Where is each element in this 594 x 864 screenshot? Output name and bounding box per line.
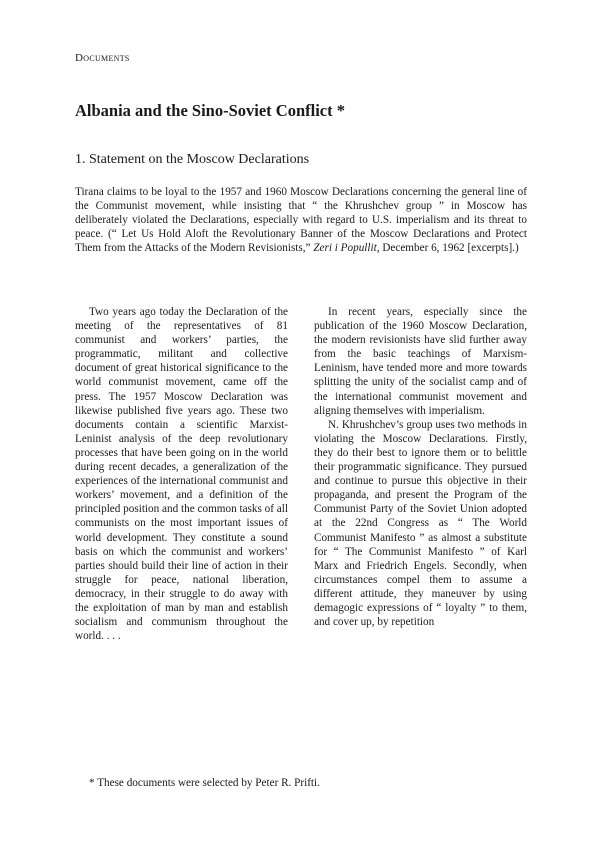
intro-text: Tirana claims to be loyal to the 1957 and 1960 Moscow Declarations concerning the general line of the Communist movement, while insisting that “ the Khrushchev group ” in Moscow has deliberately violated the Declarations, especially with regard to U.S. imperialism and its threat to peace. (“ Let Us Hold Aloft the Revolutionary Banner of the Moscow Declarations and Protect Them from the Attacks of the Modern Revisionists,”	[75, 186, 527, 255]
right-paragraph-1: In recent years, especially since the publication of the 1960 Moscow Declaration, the modern revisionists have slid further away from the basic teachings of Marxism-Leninism, have tended more and more towards splitting the unity of the socialist camp and of the international communist movement and aligning themselves with imperialism.	[314, 306, 527, 417]
left-column	[75, 305, 288, 643]
document-page	[75, 0, 527, 864]
intro-paragraph	[75, 185, 527, 255]
right-paragraph-2: N. Khrushchev’s group uses two methods in violating the Moscow Declarations. Firstly, they do their best to ignore them or to belittle their programmatic significance. They pursued and continue to pursue this objective in their propaganda, and present the Program of the Communist Party of the Soviet Union adopted at the 22nd Congress as “ The World Communist Manifesto ” as almost a substitute for “ The Communist Manifesto ” of Karl Marx and Friedrich Engels. Secondly, when circumstances compel them to assume a different attitude, they maneuver by using demagogic expressions of “ loyalty ” to them, and cover up, by repetition	[314, 418, 527, 629]
intro-source: Zeri i Popullit	[313, 242, 377, 255]
body-columns	[75, 305, 527, 725]
intro-after-source: , December 6, 1962 [excerpts].)	[376, 242, 519, 255]
running-head: Documents	[75, 52, 130, 64]
right-column	[314, 305, 527, 629]
footnote: * These documents were selected by Peter R. Prifti.	[89, 777, 320, 789]
section-heading: 1. Statement on the Moscow Declarations	[75, 152, 310, 167]
article-title: Albania and the Sino-Soviet Conflict *	[75, 101, 345, 120]
left-paragraph-1: Two years ago today the Declaration of the meeting of the representatives of 81 communist and workers’ parties, the programmatic, militant and collective document of great historical significance to the world communist movement, came off the press. The 1957 Moscow Declaration was likewise published five years ago. These two documents contain a scientific Marxist-Leninist analysis of the deep revolutionary processes that have been going on in the world during recent decades, a generalization of the experiences of the international communist and workers’ movement, and a definition of the principled position and the common tasks of all communists on the most important issues of world development. They constitute a sound basis on which the communist and workers’ parties should build their line of action in their struggle for peace, national liberation, democracy, in their struggle to do away with the exploitation of man by man and establish socialism and communism throughout the world. . . .	[75, 306, 288, 643]
